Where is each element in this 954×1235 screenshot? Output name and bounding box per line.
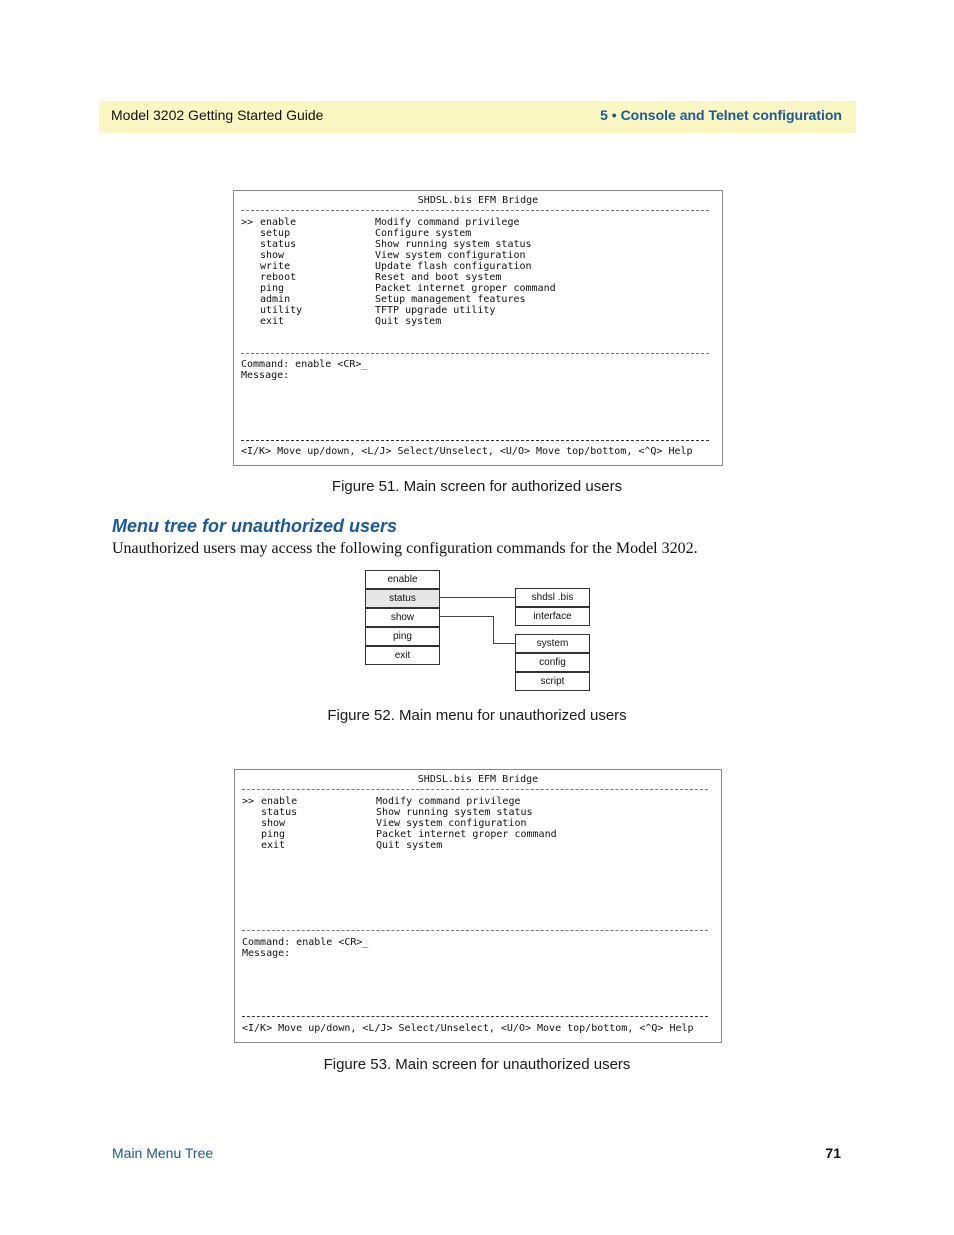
- menu-command-description: Reset and boot system: [375, 272, 502, 283]
- section-heading: Menu tree for unauthorized users: [112, 516, 398, 536]
- menu-command: status: [261, 807, 298, 818]
- menu-command-description: TFTP upgrade utility: [375, 305, 496, 316]
- divider: [242, 930, 708, 931]
- message-line: Message:: [242, 948, 291, 959]
- figure51-caption: Figure 51. Main screen for authorized users: [331, 478, 623, 495]
- menu-command: ping: [260, 283, 285, 294]
- menu-command-description: Quit system: [376, 840, 443, 851]
- menu-cursor: >>: [242, 796, 255, 807]
- figure51-terminal-screen: [233, 190, 723, 466]
- figure53-caption: Figure 53. Main screen for unauthorized users: [323, 1056, 631, 1073]
- menu-command-description: Update flash configuration: [375, 261, 532, 272]
- tree-status-submenu-item: interface: [515, 607, 590, 626]
- menu-cursor: >>: [241, 217, 254, 228]
- menu-command: exit: [260, 316, 285, 327]
- header-guide-title: Model 3202 Getting Started Guide: [111, 107, 324, 123]
- menu-command-description: View system configuration: [375, 250, 526, 261]
- command-line: Command: enable <CR>_: [241, 359, 368, 370]
- menu-command: ping: [261, 829, 286, 840]
- footer-section-name: Main Menu Tree: [112, 1145, 214, 1161]
- menu-command-description: Quit system: [375, 316, 442, 327]
- terminal-title: SHDSL.bis EFM Bridge: [417, 195, 539, 206]
- message-line: Message:: [241, 370, 290, 381]
- menu-command: show: [260, 250, 285, 261]
- divider: [242, 789, 708, 790]
- menu-command: exit: [261, 840, 286, 851]
- tree-connector-line: [493, 616, 494, 643]
- section-body: Unauthorized users may access the following configuration commands for the Model 3202.: [112, 540, 698, 557]
- menu-command: admin: [260, 294, 291, 305]
- tree-main-menu-item: ping: [365, 627, 440, 646]
- menu-command-description: View system configuration: [376, 818, 527, 829]
- menu-command: reboot: [260, 272, 297, 283]
- divider: [242, 1016, 708, 1017]
- figure52-caption: Figure 52. Main menu for unauthorized users: [327, 707, 627, 724]
- divider: [241, 210, 709, 211]
- menu-command: write: [260, 261, 291, 272]
- tree-main-menu-item: enable: [365, 570, 440, 589]
- menu-command: utility: [260, 305, 303, 316]
- help-line: <I/K> Move up/down, <L/J> Select/Unselect, <U/O> Move top/bottom, <^Q> Help: [242, 1023, 694, 1034]
- menu-command: enable: [261, 796, 298, 807]
- menu-command: setup: [260, 228, 291, 239]
- divider: [241, 440, 709, 441]
- tree-main-menu-item: exit: [365, 646, 440, 665]
- tree-show-submenu-item: system: [515, 634, 590, 653]
- menu-command: enable: [260, 217, 297, 228]
- tree-main-menu-item: status: [365, 589, 440, 608]
- page-number: 71: [825, 1145, 841, 1161]
- figure53-terminal-screen: [234, 769, 722, 1043]
- menu-command-description: Modify command privilege: [375, 217, 520, 228]
- help-line: <I/K> Move up/down, <L/J> Select/Unselect, <U/O> Move top/bottom, <^Q> Help: [241, 446, 693, 457]
- menu-command-description: Configure system: [375, 228, 472, 239]
- command-line: Command: enable <CR>_: [242, 937, 369, 948]
- tree-main-menu-item: show: [365, 608, 440, 627]
- tree-connector-line: [440, 616, 493, 617]
- tree-status-submenu-item: shdsl .bis: [515, 588, 590, 607]
- tree-show-submenu-item: script: [515, 672, 590, 691]
- tree-connector-line: [493, 643, 515, 644]
- page-header: [99, 101, 856, 133]
- menu-command-description: Packet internet groper command: [376, 829, 557, 840]
- tree-show-submenu-item: config: [515, 653, 590, 672]
- menu-command: show: [261, 818, 286, 829]
- menu-command-description: Setup management features: [375, 294, 526, 305]
- menu-command-description: Show running system status: [375, 239, 532, 250]
- divider: [241, 353, 709, 354]
- terminal-title: SHDSL.bis EFM Bridge: [417, 774, 539, 785]
- menu-command: status: [260, 239, 297, 250]
- menu-command-description: Packet internet groper command: [375, 283, 556, 294]
- tree-connector-line: [440, 597, 515, 598]
- menu-command-description: Show running system status: [376, 807, 533, 818]
- header-chapter-title: 5 • Console and Telnet configuration: [600, 107, 842, 123]
- menu-command-description: Modify command privilege: [376, 796, 521, 807]
